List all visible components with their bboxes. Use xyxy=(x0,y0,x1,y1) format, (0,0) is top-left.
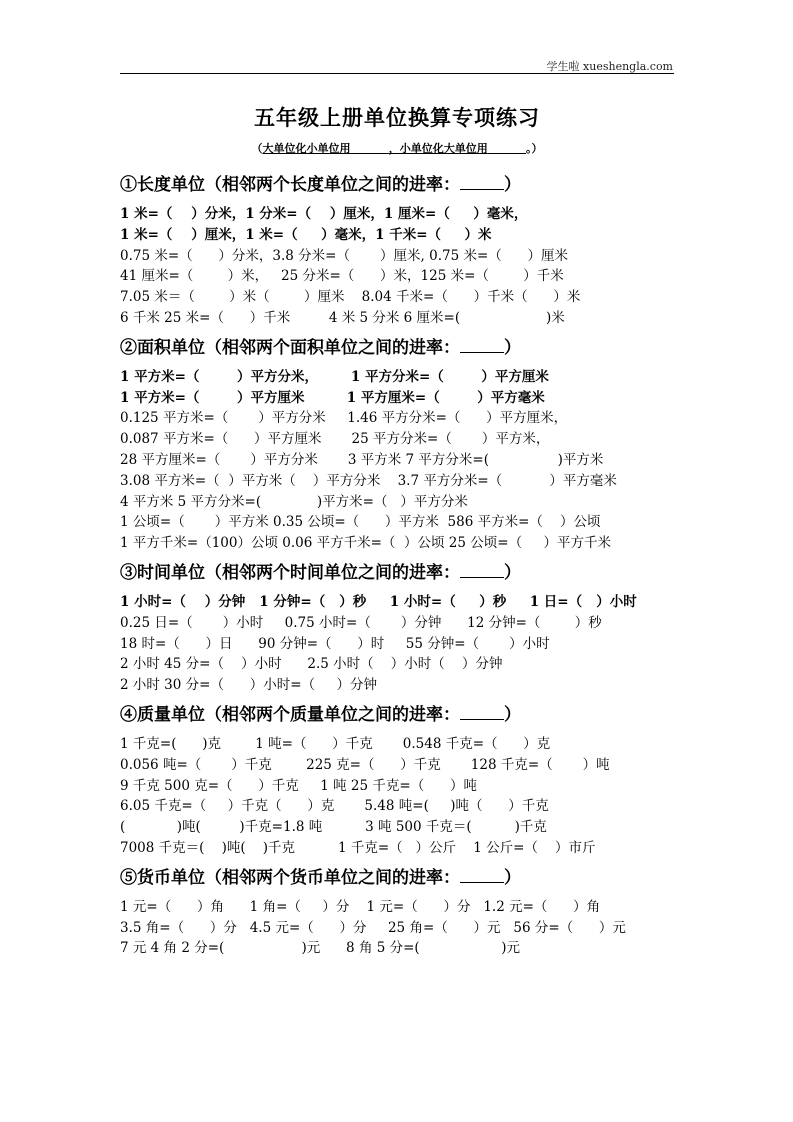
site-watermark: 学生啦 xueshengla.com xyxy=(546,60,673,73)
section-heading-close: ） xyxy=(504,337,521,358)
section-heading-text: ④质量单位（相邻两个质量单位之间的进率： xyxy=(120,704,460,725)
answer-blank[interactable] xyxy=(460,175,504,190)
exercise-content xyxy=(120,166,676,959)
exercise-line: 41 厘米=（ ）米， 25 分米=（ ）米，125 米=（ ）千米 xyxy=(120,268,564,285)
section-area-heading xyxy=(120,335,676,361)
section-mass-heading xyxy=(120,702,676,728)
subtitle-open: （ xyxy=(251,142,263,155)
exercise-line: 1 平方米=（ ）平方分米， 1 平方分米=（ ）平方厘米 xyxy=(120,368,549,385)
exercise-line: 3.5 角=（ ）分 4.5 元=（ ）分 25 角=（ ）元 56 分=（ ）元 xyxy=(120,919,626,936)
exercise-line: 7 元 4 角 2 分=( )元 8 角 5 分=( )元 xyxy=(120,940,520,957)
subtitle-gap2 xyxy=(488,142,526,155)
exercise-line: 1 平方米=（ ）平方厘米 1 平方厘米=（ ）平方毫米 xyxy=(120,389,545,406)
exercise-line: 0.087 平方米=（ ）平方厘米 25 平方分米=（ ）平方米， xyxy=(120,431,550,448)
subtitle-gap1 xyxy=(350,142,388,155)
exercise-line: 1 米=（ ）厘米，1 米=（ ）毫米，1 千米=（ ）米 xyxy=(120,226,492,243)
subtitle-close: 。） xyxy=(526,142,543,155)
answer-blank[interactable] xyxy=(460,868,504,883)
section-heading-close: ） xyxy=(504,175,521,195)
section-time-heading xyxy=(120,560,676,586)
section-heading-text: ③时间单位（相邻两个时间单位之间的进率： xyxy=(120,562,460,583)
section-heading-close: ） xyxy=(504,562,521,583)
answer-blank[interactable] xyxy=(460,563,504,578)
exercise-line: 1 平方千米=（100）公顷 0.06 平方千米=（ ）公顷 25 公顷=（ ）平方千米 xyxy=(120,535,612,552)
section-heading-close: ） xyxy=(504,867,521,888)
answer-blank[interactable] xyxy=(460,338,504,353)
exercise-line: 0.25 日=（ ）小时 0.75 小时=（ ）分钟 12 分钟=（ ）秒 xyxy=(120,614,602,631)
exercise-line: 18 时=（ ）日 90 分钟=（ ）时 55 分钟=（ ）小时 xyxy=(120,635,550,652)
exercise-line: 1 公顷=（ ）平方米 0.35 公顷=（ ）平方米 586 平方米=（ ）公顷 xyxy=(120,514,601,531)
exercise-line: 4 平方米 5 平方分米=( )平方米=（ ）平方分米 xyxy=(120,493,468,510)
exercise-line: 6 千米 25 米=（ ）千米 4 米 5 分米 6 厘米=( )米 xyxy=(120,309,565,326)
exercise-line: 0.125 平方米=（ ）平方分米 1.46 平方分米=（ ）平方厘米， xyxy=(120,410,568,427)
exercise-line: 6.05 千克=（ ）千克（ ）克 5.48 吨=( )吨（ ）千克 xyxy=(120,798,549,815)
section-heading-close: ） xyxy=(504,704,521,725)
exercise-line: 1 元=（ ）角 1 角=（ ）分 1 元=（ ）分 1.2 元=（ ）角 xyxy=(120,898,601,915)
page-title: 五年级上册单位换算专项练习 xyxy=(254,105,540,130)
exercise-line: 1 千克=( )克 1 吨=（ ）千克 0.548 千克=（ ）克 xyxy=(120,735,551,752)
exercise-line: 0.056 吨=（ ）千克 225 克=（ ）千克 128 千克=（ ）吨 xyxy=(120,756,610,773)
section-heading-text: ①长度单位（相邻两个长度单位之间的进率： xyxy=(120,175,460,195)
header-divider xyxy=(120,73,674,74)
section-length-heading xyxy=(120,172,676,198)
subtitle-part1: 大单位化小单位用 xyxy=(262,142,351,155)
section-currency-heading xyxy=(120,865,676,891)
exercise-line: 2 小时 45 分=（ ）小时 2.5 小时（ ）小时（ ）分钟 xyxy=(120,656,503,673)
exercise-line: 0.75 米=（ ）分米，3.8 分米=（ ）厘米, 0.75 米=（ ）厘米 xyxy=(120,247,569,264)
subtitle-part2: ，小单位化大单位用 xyxy=(388,142,488,155)
section-heading-text: ②面积单位（相邻两个面积单位之间的进率： xyxy=(120,337,460,358)
exercise-line: 3.08 平方米=（ ）平方米（ ）平方分米 3.7 平方分米=（ ）平方毫米 xyxy=(120,472,617,489)
section-heading-text: ⑤货币单位（相邻两个货币单位之间的进率： xyxy=(120,867,460,888)
exercise-line: 7.05 米＝（ ）米（ ）厘米 8.04 千米=（ ）千米（ ）米 xyxy=(120,289,581,306)
page-subtitle xyxy=(120,140,674,156)
exercise-line: 28 平方厘米=（ ）平方分米 3 平方米 7 平方分米=( )平方米 xyxy=(120,451,604,468)
exercise-line: 7008 千克＝( )吨( )千克 1 千克=（ ）公斤 1 公斤=（ ）市斤 xyxy=(120,839,596,856)
exercise-line: 1 米=（ ）分米，1 分米=（ ）厘米，1 厘米=（ ）毫米， xyxy=(120,206,528,222)
exercise-line: 9 千克 500 克=（ ）千克 1 吨 25 千克=（ ）吨 xyxy=(120,777,477,794)
answer-blank[interactable] xyxy=(460,705,504,720)
exercise-line: 2 小时 30 分=（ ）小时=（ ）分钟 xyxy=(120,677,377,694)
exercise-line: 1 小时=（ ）分钟 1 分钟=（ ）秒 1 小时=（ ）秒 1 日=（ ）小时 xyxy=(120,593,637,610)
exercise-line: ( )吨( )千克=1.8 吨 3 吨 500 千克＝( )千克 xyxy=(120,819,547,836)
